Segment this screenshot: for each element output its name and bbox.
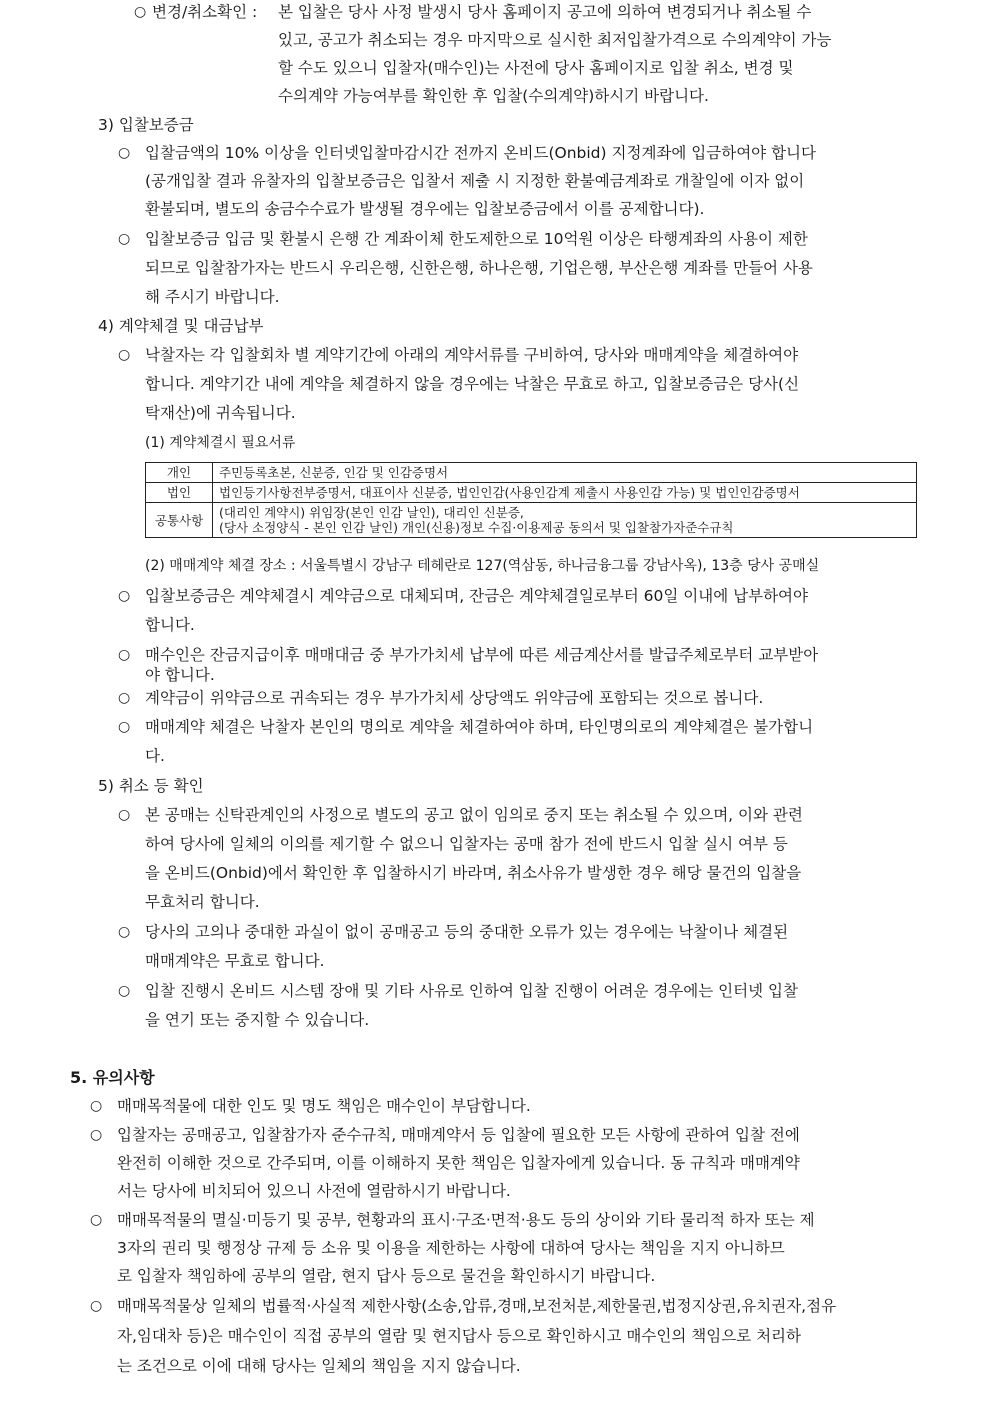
paragraph-line: 입찰자는 공매공고, 입찰참가자 준수규칙, 매매계약서 등 입찰에 필요한 모든 사항에 관하여 입찰 전에 [117,1126,800,1144]
table-key: 개인 [146,463,213,483]
paragraph-line: 탁재산)에 귀속됩니다. [145,404,296,422]
bullet-icon: ○ [118,924,131,940]
paragraph-line: 서는 당사에 비치되어 있으니 사전에 열람하시기 바랍니다. [117,1182,511,1200]
section-title: 5. 유의사항 [70,1068,155,1087]
table-row [146,503,917,538]
paragraph-line: 계약금이 위약금으로 귀속되는 경우 부가가치세 상당액도 위약금에 포함되는 것으로 봅니다. [145,689,764,707]
table-row [146,483,917,503]
paragraph-line: 입찰보증금은 계약체결시 계약금으로 대체되며, 잔금은 계약체결일로부터 60일 이내에 납부하여야 [145,587,808,605]
paragraph-line: 매수인은 잔금지급이후 매매대금 중 부가가치세 납부에 따른 세금계산서를 발급주체로부터 교부받아 [145,646,819,664]
paragraph-line: 환불되며, 별도의 송금수수료가 발생될 경우에는 입찰보증금에서 이를 공제합니다). [145,200,705,218]
paragraph-line: 완전히 이해한 것으로 간주되며, 이를 이해하지 못한 책임은 입찰자에게 있습니다. 동 규칙과 매매계약 [117,1154,800,1172]
required-documents-table [145,462,917,538]
paragraph-line: 낙찰자는 각 입찰회차 별 계약기간에 아래의 계약서류를 구비하여, 당사와 매매계약을 체결하여야 [145,346,799,364]
paragraph-line: 할 수도 있으니 입찰자(매수인)는 사전에 당사 홈페이지로 입찰 취소, 변경 및 [278,59,794,77]
paragraph-line: 3자의 권리 및 행정상 규제 등 소유 및 이용을 제한하는 사항에 대하여 당사는 책임을 지지 아니하므 [117,1239,785,1257]
paragraph-line: 입찰금액의 10% 이상을 인터넷입찰마감시간 전까지 온비드(Onbid) 지정계좌에 입금하여야 합니다 [145,144,816,162]
bullet-icon: ○ [90,1098,103,1114]
paragraph-line: 하여 당사에 일체의 이의를 제기할 수 없으니 입찰자는 공매 참가 전에 반드시 입찰 실시 여부 등 [145,835,788,853]
paragraph-line: 로 입찰자 책임하에 공부의 열람, 현지 답사 등으로 물건을 확인하시기 바랍니다. [117,1267,656,1285]
paragraph-line: 수의계약 가능여부를 확인한 후 입찰(수의계약)하시기 바랍니다. [278,87,709,105]
bullet-icon: ○ [90,1212,103,1228]
table-key: 법인 [146,483,213,503]
bullet-icon: ○ [118,347,131,363]
bullet-icon: ○ [90,1127,103,1143]
bullet-icon: ○ [118,983,131,999]
bullet-icon: ○ [118,690,131,706]
paragraph-line: 매매목적물상 일체의 법률적·사실적 제한사항(소송,압류,경매,보전처분,제한물권,법정지상권,유치권자,점유 [117,1297,837,1315]
paragraph-line: 본 공매는 신탁관계인의 사정으로 별도의 공고 없이 임의로 중지 또는 취소될 수 있으며, 이와 관련 [145,806,803,824]
bullet-icon: ○ [118,719,131,735]
paragraph-line: 매매계약 체결은 낙찰자 본인의 명의로 계약을 체결하여야 하며, 타인명의로의 계약체결은 불가합니 [145,718,814,736]
table-row [146,463,917,483]
paragraph-line: 합니다. [145,616,195,634]
paragraph-line: 을 연기 또는 중지할 수 있습니다. [145,1011,370,1029]
section-heading: 5) 취소 등 확인 [98,777,204,795]
paragraph-line: 야 합니다. [145,666,215,684]
section-heading: 3) 입찰보증금 [98,116,194,134]
paragraph-line: 매매목적물에 대한 인도 및 명도 책임은 매수인이 부담합니다. [117,1097,531,1115]
contract-place: (2) 매매계약 체결 장소 : 서울특별시 강남구 테헤란로 127(역삼동, 하나금융그룹 강남사옥), 13층 당사 공매실 [145,558,820,574]
paragraph-line: 본 입찰은 당사 사정 발생시 당사 홈페이지 공고에 의하여 변경되거나 취소될 수 [278,3,812,21]
paragraph-line: 매매계약은 무효로 합니다. [145,952,325,970]
table-key: 공통사항 [146,503,213,538]
bullet-icon: ○ [118,145,131,161]
bullet-icon: ○ [118,231,131,247]
paragraph-line: 있고, 공고가 취소되는 경우 마지막으로 실시한 최저입찰가격으로 수의계약이 가능 [278,31,832,49]
paragraph-line: 을 온비드(Onbid)에서 확인한 후 입찰하시기 바라며, 취소사유가 발생한 경우 해당 물건의 입찰을 [145,864,802,882]
paragraph-line: 자,임대차 등)은 매수인이 직접 공부의 열람 및 현지답사 등으로 확인하시고 매수인의 책임으로 처리하 [117,1327,801,1345]
paragraph-line: 무효처리 합니다. [145,893,260,911]
paragraph-line: 다. [145,747,165,765]
bullet-icon: ○ [118,588,131,604]
paragraph-line: 매매목적물의 멸실·미등기 및 공부, 현황과의 표시·구조·면적·용도 등의 상이와 기타 물리적 하자 또는 제 [117,1211,815,1229]
paragraph-line: 는 조건으로 이에 대해 당사는 일체의 책임을 지지 않습니다. [117,1357,521,1375]
section-heading: 4) 계약체결 및 대금납부 [98,317,264,335]
subheading: (1) 계약체결시 필요서류 [145,435,296,451]
paragraph-line: 입찰 진행시 온비드 시스템 장애 및 기타 사유로 인하여 입찰 진행이 어려운 경우에는 인터넷 입찰 [145,982,798,1000]
table-value-line: (당사 소정양식 - 본인 인감 날인) 개인(신용)정보 수집·이용제공 동의서 및 입찰참가자준수규칙 [219,520,734,535]
bullet-icon: ○ [118,647,131,663]
bullet-icon: ○ [90,1298,103,1314]
table-value: 주민등록초본, 신분증, 인감 및 인감증명서 [213,463,917,483]
table-value: 법인등기사항전부증명서, 대표이사 신분증, 법인인감(사용인감계 제출시 사용인감 가능) 및 법인인감증명서 [213,483,917,503]
paragraph-line: (공개입찰 결과 유찰자의 입찰보증금은 입찰서 제출 시 지정한 환불예금계좌로 개찰일에 이자 없이 [145,172,805,190]
paragraph-line: 되므로 입찰참가자는 반드시 우리은행, 신한은행, 하나은행, 기업은행, 부산은행 계좌를 만들어 사용 [145,259,813,277]
change-cancel-label: 변경/취소확인 : [152,3,258,21]
paragraph-line: 입찰보증금 입금 및 환불시 은행 간 계좌이체 한도제한으로 10억원 이상은 타행계좌의 사용이 제한 [145,230,808,248]
paragraph-line: 당사의 고의나 중대한 과실이 없이 공매공고 등의 중대한 오류가 있는 경우에는 낙찰이나 체결된 [145,923,789,941]
paragraph-line: 해 주시기 바랍니다. [145,288,280,306]
table-value [213,503,917,538]
table-value-line: (대리인 계약시) 위임장(본인 인감 날인), 대리인 신분증, [219,505,524,520]
bullet-icon: ○ [134,4,147,20]
paragraph-line: 합니다. 계약기간 내에 계약을 체결하지 않을 경우에는 낙찰은 무효로 하고, 입찰보증금은 당사(신 [145,375,800,393]
bullet-icon: ○ [118,807,131,823]
